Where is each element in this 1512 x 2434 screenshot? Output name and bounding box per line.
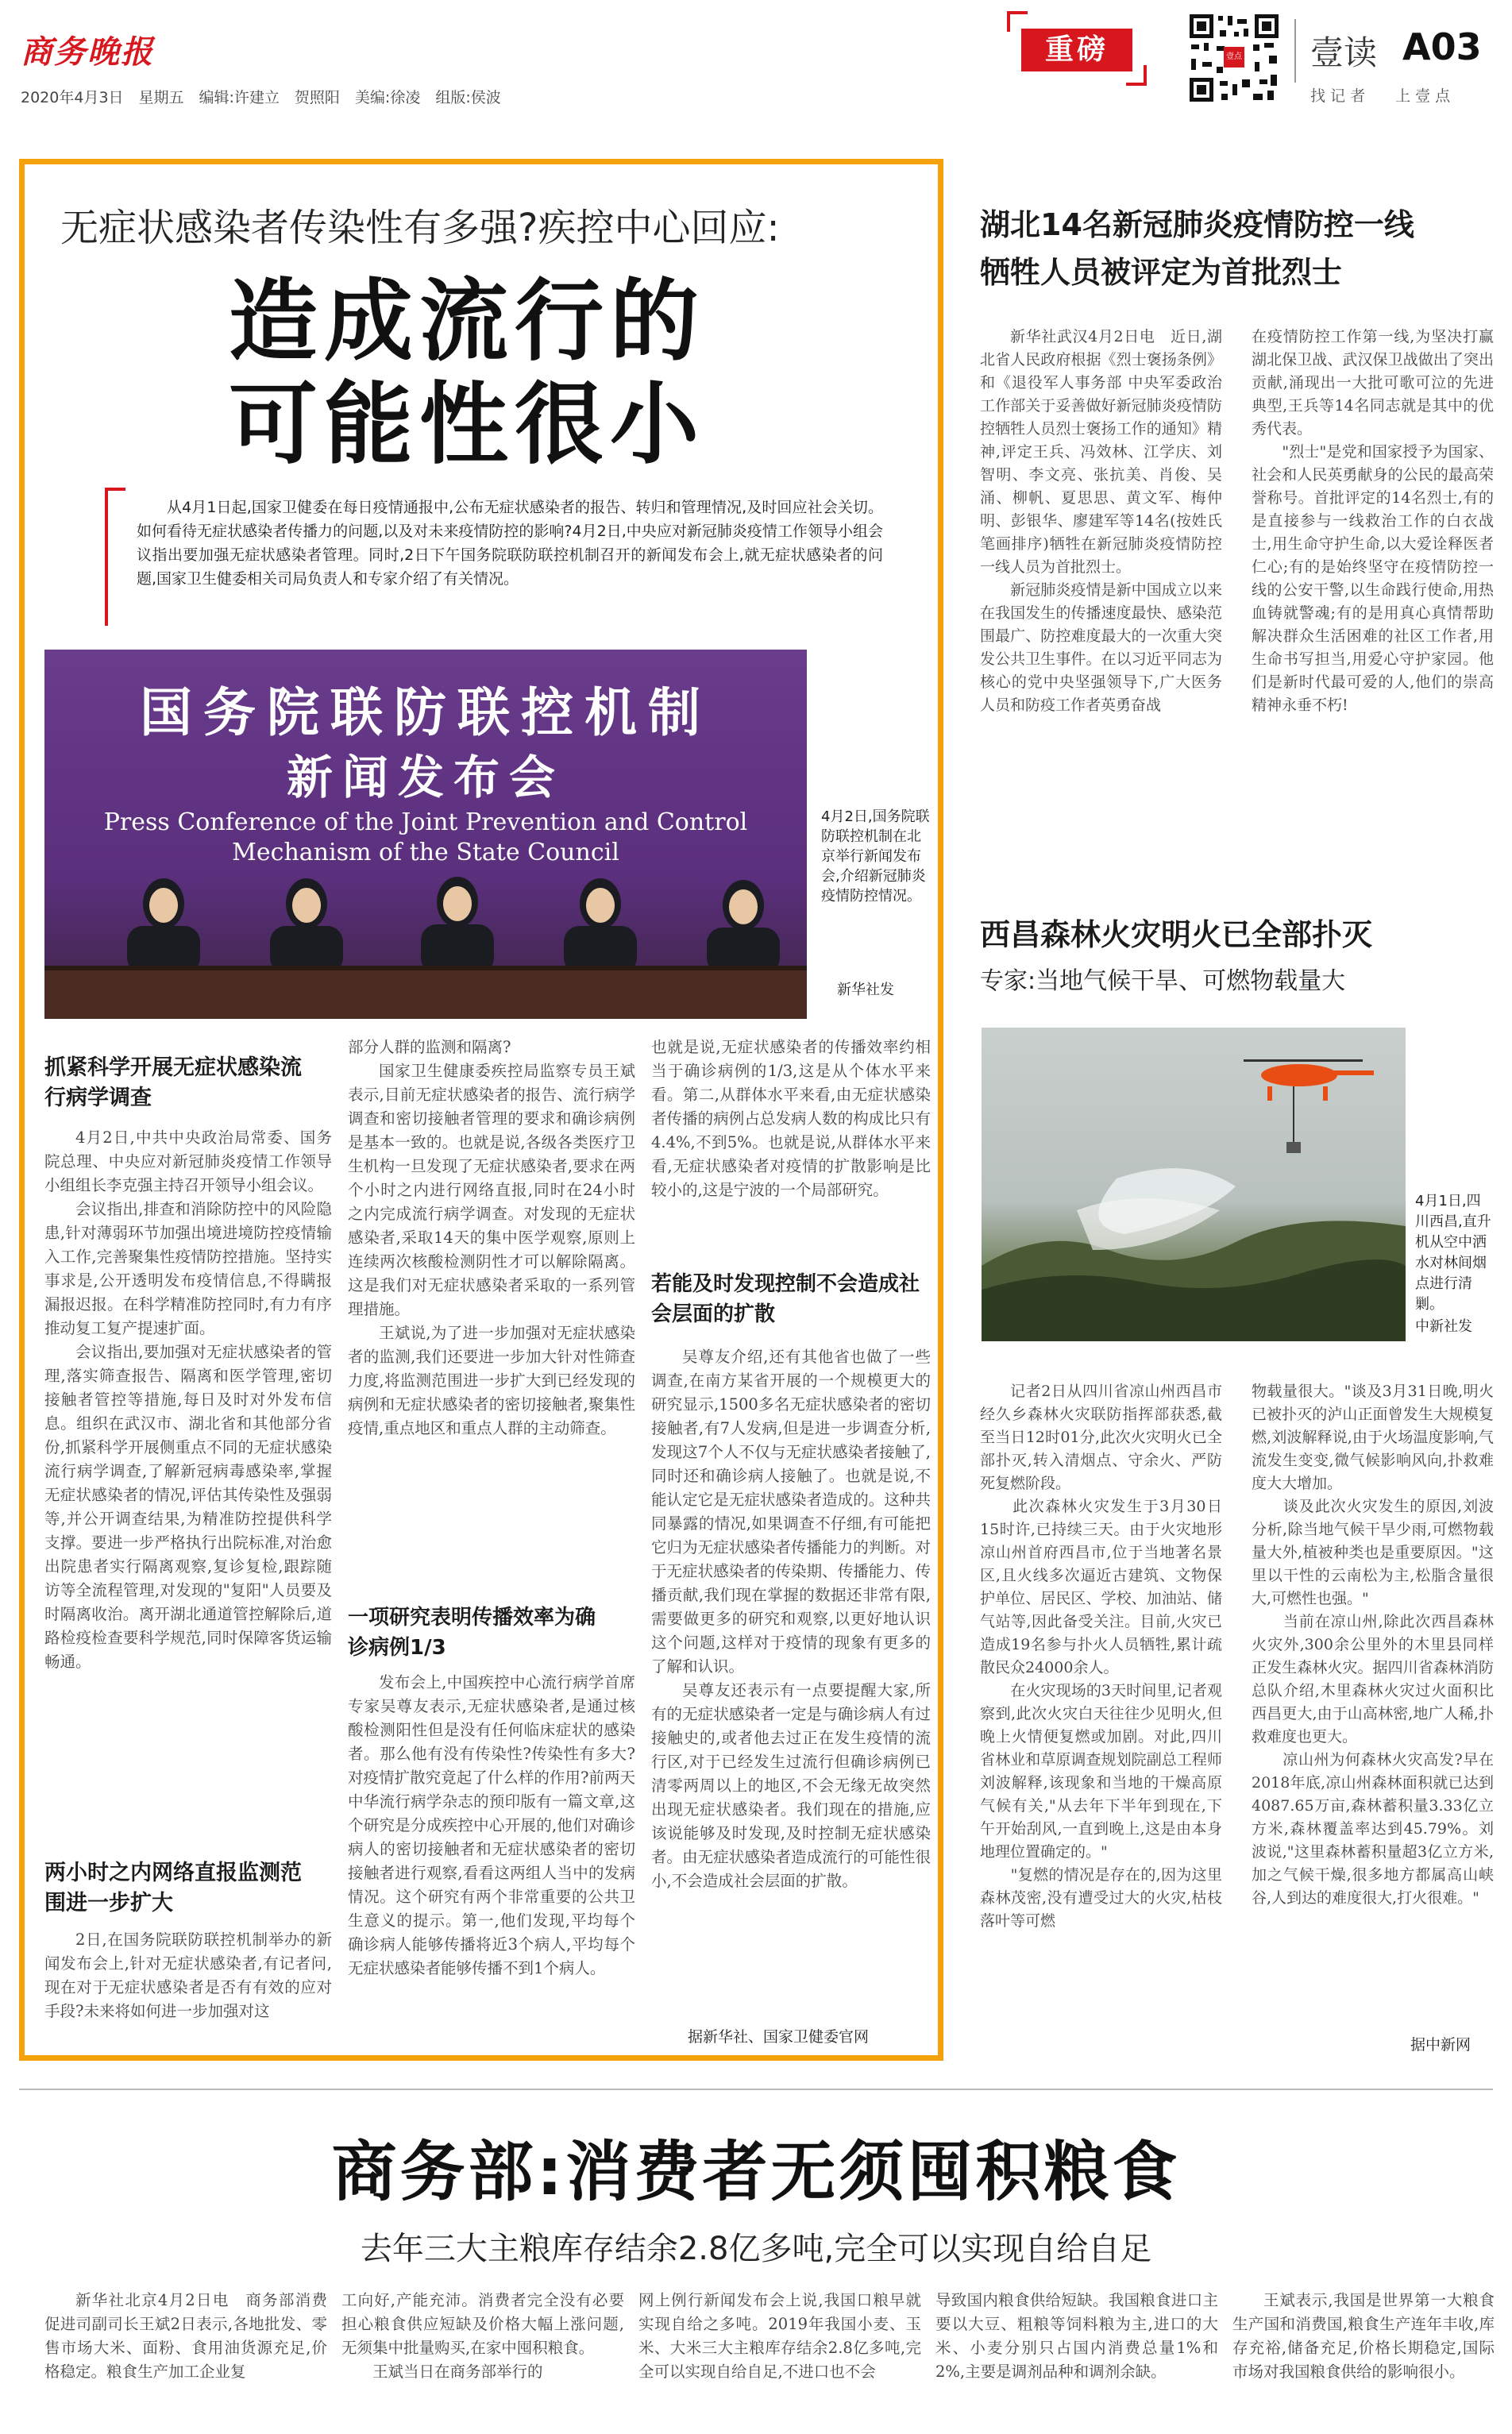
main-col3-sub: 若能及时发现控制不会造成社会层面的扩散 [651, 1272, 920, 1326]
banner-title-cn-line1: 国务院联防联控机制 [140, 682, 712, 743]
hubei-headline-line2: 牺牲人员被评定为首批烈士 [980, 255, 1343, 290]
grain-col2: 工向好,产能充沛。消费者完全没有必要担心粮食供应短缺及价格大幅上涨问题,无须集中批量购买,在家中囤积粮食。 王斌当日在商务部举行的 [341, 2291, 624, 2381]
grain-col3: 网上例行新闻发布会上说,我国口粮早就实现自给之多吨。2019年我国小麦、玉米、大米三大主粮库存结余2.8亿多吨,完全可以实现自给自足,不进口也不会 [638, 2291, 921, 2381]
main-col3-p1: 也就是说,无症状感染者的传播效率约相当于确诊病例的1/3,这是从个体水平来看。第二,从群体水平来看,由无症状感染者传播的病例占总发病人数的构成比只有4.4%,不到5%。也就是说,从群体水平来看,无症状感染者对疫情的扩散影响是比较小的,这是宁波的一个局部研究。 [651, 1038, 931, 1199]
main-col2-p4: 发布会上,中国疾控中心流行病学首席专家吴尊友表示,无症状感染者,是通过核酸检测阳性但是没有任何临床症状的感染者。那么他有没有传染性?传染性有多大?对疫情扩散究竟起了什么样的作用?前两天中华流行病学杂志的预印版有一篇文章,这个研究是分成疾控中心开展的,他们对确诊病人的密切接触者和无症状感染者的密切接触者进行观察,看看这两组人当中的发病情况。这个研究有两个非常重要的公共卫生意义的提示。第一,他们发现,平均每个确诊病人能够传播将近3个病人,平均每个无症状感染者能够传播不到1个病人。 [348, 1673, 635, 1977]
slogan: 找 记 者 上 壹 点 [1310, 87, 1451, 105]
main-col1-tail [44, 1928, 332, 2023]
main-col3-p3: 吴尊友还表示有一点要提醒大家,所有的无症状感染者一定是与确诊病人有过接触史的,或者他去过正在发生疫情的流行区,对于已经发生过流行但确诊病例已清零两周以上的地区,不会无缘无故突然出现无症状感染者。我们现在的措施,应该说能够及时发现,及时控制无症状感染者。由无症状感染者造成流行的可能性很小,不会造成社会层面的扩散。 [651, 1681, 931, 1890]
grain-top-rule [19, 2089, 1493, 2090]
grain-col5: 王斌表示,我国是世界第一大粮食生产国和消费国,粮食生产连年丰收,库存充裕,储备充足,价格长期稳定,国际市场对我国粮食供给的影响很小。 [1232, 2291, 1495, 2381]
fire-col1: 记者2日从四川省凉山州西昌市经久乡森林火灾联防指挥部获悉,截至当日12时01分,此次火灾明火已全部扑灭,转入清烟点、守余火、严防死复燃阶段。 此次森林火灾发生于3月30日15时许,已持续三天。由于火灾地形凉山州首府西昌市,位于当地著名景区,且火线多次逼近古建筑、文物保护单位、居民区、学校、加油站、储气站等,因此备受关注。目前,火灾已造成19名参与扑火人员牺牲,累计疏散民众24000余人。 在火灾现场的3天时间里,记者观察到,此次火灾白天往往少见明火,但晚上火情便复燃或加剧。对此,四川省林业和草原调查规划院副总工程师刘波解释,该现象和当地的干燥高原气候有关,"从去年下半年到现在,下午开始刮风,一直到晚上,这是由本身地理位置确定的。" "复燃的情况是存在的,因为这里森林茂密,没有遭受过大的火灾,枯枝落叶等可燃 [980, 1383, 1222, 1930]
date-line: 2020年4月3日 星期五 编辑:许建立 贺照阳 美编:徐凌 组版:侯波 [21, 89, 501, 106]
main-col2-p1: 部分人群的监测和隔离? [348, 1038, 511, 1056]
fire-photo-caption: 4月1日,四川西昌,直升机从空中洒水对林间烟点进行清剿。 [1415, 1193, 1491, 1313]
main-kicker: 无症状感染者传染性有多强?疾控中心回应: [60, 206, 780, 250]
masthead [0, 0, 1512, 106]
main-col1-p4: 2日,在国务院联防联控机制举办的新闻发布会上,针对无症状感染者,有记者问,现在对于无症状感染者是否有有效的应对手段?未来将如何进一步加强对这 [44, 1931, 332, 2020]
main-sub1: 抓紧科学开展无症状感染流行病学调查 [44, 1055, 302, 1110]
main-col3-p2: 吴尊友介绍,还有其他省也做了一些调查,在南方某省开展的一个规模更大的研究显示,1500多名无症状感染者的密切接触者,有7人发病,但是进一步调查分析,发现这7个人不仅与无症状感染者接触了,同时还和确诊病人接触了。也就是说,不能认定它是无症状感染者造成的。这种共同暴露的情况,如果调查不仔细,有可能把它归为无症状感染者传播能力的判断。对于无症状感染者的传染期、传播能力、传播贡献,我们现在掌握的数据还非常有限,需要做更多的研究和观察,以更好地认识这个问题,这样对于疫情的现象有更多的了解和认识。 [651, 1348, 931, 1676]
main-sub2: 两小时之内网络直报监测范围进一步扩大 [44, 1861, 302, 1915]
helicopter-photo [982, 1028, 1406, 1341]
qr-code[interactable] [1186, 11, 1282, 105]
main-lead: 从4月1日起,国家卫健委在每日疫情通报中,公布无症状感染者的报告、转归和管理情况,及时回应社会关切。如何看待无症状感染者传播力的问题,以及对未来疫情防控的影响?4月2日,中央应对新冠肺炎疫情工作领导小组会议指出要加强无症状感染者管理。同时,2日下午国务院联防联控机制召开的新闻发布会上,就无症状感染者的问题,国家卫生健委相关司局负责人和专家介绍了有关情况。 [137, 499, 883, 588]
banner-title-en-line2: Mechanism of the State Council [232, 839, 619, 866]
banner-title-cn-line2: 新闻发布会 [286, 750, 565, 804]
main-credit: 据新华社、国家卫健委官网 [688, 2028, 870, 2046]
qr-center-label: 壹点 [1226, 52, 1242, 61]
main-col1 [44, 1126, 332, 1674]
hubei-col1: 新华社武汉4月2日电 近日,湖北省人民政府根据《烈士褒扬条例》和《退役军人事务部 中央军委政治工作部关于妥善做好新冠肺炎疫情防控牺牲人员烈士褒扬工作的通知》精神,评定王兵、冯效林、江学庆、刘智明、李文亮、张抗美、肖俊、吴涌、柳帆、夏思思、黄文军、梅仲明、彭银华、廖建军等14名(按姓氏笔画排序)牺牲在新冠肺炎疫情防控一线人员为首批烈士。 新冠肺炎疫情是新中国成立以来在我国发生的传播速度最快、感染范围最广、防控难度最大的一次重大突发公共卫生事件。在以习近平同志为核心的党中央坚强领导下,广大医务人员和防疫工作者英勇奋战 [980, 328, 1222, 714]
section-tag-frame [1007, 11, 1147, 86]
grain-subhead: 去年三大主粮库存结余2.8亿多吨,完全可以实现自给自足 [360, 2231, 1152, 2267]
photo-credit: 新华社发 [837, 982, 894, 998]
masthead-divider [1294, 19, 1296, 83]
press-conference-photo [44, 650, 807, 1019]
paper-logo: 商务晚报 [21, 33, 154, 71]
grain-col1: 新华社北京4月2日电 商务部消费促进司副司长王斌2日表示,各地批发、零售市场大米、面粉、食用油货源充足,价格稳定。粮食生产加工企业复 [44, 2291, 327, 2381]
helicopter-illustration [982, 1028, 1406, 1341]
main-col2-tail [348, 1671, 635, 1981]
main-col1-p3: 会议指出,要加强对无症状感染者的管理,落实筛查报告、隔离和医学管理,密切接触者管控等措施,每日及时对外发布信息。组织在武汉市、湖北省和其他部分省份,抓紧科学开展侧重点不同的无症状感染流行病学调查,了解新冠病毒感染率,掌握无症状感染者的情况,评估其传染性及强弱等,并公开调查结果,为精准防控提供科学支撑。要进一步严格执行出院标准,对治愈出院患者实行隔离观察,复诊复检,跟踪随访等全流程管理,对发现的"复阳"人员要及时隔离收治。离开湖北通道管控解除后,道路检疫检查要科学规范,同时保障客货运输畅通。 [44, 1343, 332, 1671]
fire-col2: 物载量很大。"谈及3月31日晚,明火已被扑灭的泸山正面曾发生大规模复燃,刘波解释说,由于火场温度影响,气流发生变变,微气候影响风向,扑救难度大大增加。 谈及此次火灾发生的原因,刘波分析,除当地气候干旱少雨,可燃物载量大外,植被种类也是重要原因。"这里以干性的云南松为主,松脂含量很大,可燃性也强。" 当前在凉山州,除此次西昌森林火灾外,300余公里外的木里县同样正发生森林火灾。据四川省森林消防总队介绍,木里森林火灾过火面积比西昌更大,由于山高林密,地广人稀,扑救难度也更大。 凉山州为何森林火灾高发?早在2018年底,凉山州森林面积就已达到4087.65万亩,森林蓄积量3.33亿立方米,森林覆盖率达到45.79%。刘波说,"这里森林蓄积量超3亿立方米,加之气候干燥,很多地方都属高山峡谷,人到达的难度很大,打火很难。" [1252, 1383, 1494, 1907]
main-col1-p2: 会议指出,排查和消除防控中的风险隐患,针对薄弱环节加强出境进境防控疫情输入工作,完善聚集性疫情防控措施。坚持实事求是,公开透明发布疫情信息,不得瞒报漏报迟报。在科学精准防控同时,有力有序推动复工复产提速扩面。 [44, 1200, 332, 1337]
page-section: 壹读 [1310, 33, 1378, 72]
hubei-headline-line1: 湖北14名新冠肺炎疫情防控一线 [980, 207, 1414, 242]
main-col2-p2: 国家卫生健康委疾控局监察专员王斌表示,目前无症状感染者的报告、流行病学调查和密切接触者管理的要求和确诊病例是基本一致的。也就是说,各级各类医疗卫生机构一旦发现了无症状感染者,要求在两个小时之内进行网络直报,同时在24小时之内完成流行病学调查。对发现的无症状感染者,采取14天的集中医学观察,原则上连续两次核酸检测阴性才可以解除隔离。这是我们对无症状感染者采取的一系列管理措施。 [348, 1062, 635, 1318]
grain-headline: 商务部:消费者无须囤积粮食 [331, 2135, 1181, 2210]
fire-photo-credit: 中新社发 [1415, 1318, 1472, 1335]
section-tag: 重磅 [1021, 29, 1132, 71]
photo-caption: 4月2日,国务院联防联控机制在北京举行新闻发布会,介绍新冠肺炎疫情防控情况。 [821, 808, 930, 905]
main-headline-line1: 造成流行的 [229, 270, 705, 373]
main-col2-sub: 一项研究表明传播效率为确诊病例1/3 [348, 1606, 596, 1660]
banner-title-en-line1: Press Conference of the Joint Prevention and Control [103, 808, 748, 836]
main-col2-p3: 王斌说,为了进一步加强对无症状感染者的监测,我们还要进一步加大针对性筛查力度,将监测范围进一步扩大到已经发现的病例和无症状感染者的密切接触者,聚集性疫情,重点地区和重点人群的主动筛查。 [348, 1324, 635, 1437]
main-col1-p1: 4月2日,中共中央政治局常委、国务院总理、中央应对新冠肺炎疫情工作领导小组组长李克强主持召开领导小组会议。 [44, 1128, 332, 1194]
grain-col4: 导致国内粮食供给短缺。我国粮食进口主要以大豆、粗粮等饲料粮为主,进口的大米、小麦分别只占国内消费总量1%和2%,主要是调剂品种和调剂余缺。 [935, 2291, 1218, 2381]
main-headline-line2: 可能性很小 [229, 373, 705, 476]
hubei-col2: 在疫情防控工作第一线,为坚决打赢湖北保卫战、武汉保卫战做出了突出贡献,涌现出一大批可歌可泣的先进典型,王兵等14名同志就是其中的优秀代表。 "烈士"是党和国家授予为国家、社会和人民英勇献身的公民的最高荣誉称号。首批评定的14名烈士,有的是直接参与一线救治工作的白衣战士,用生命守护生命,以大爱诠释医者仁心;有的是始终坚守在疫情防控一线的公安干警,以生命践行使命,用热血铸就警魂;有的是用真心真情帮助解决群众生活困难的社区工作者,用生命书写担当,用爱心守护家园。他们是新时代最可爱的人,他们的崇高精神永垂不朽! [1252, 328, 1494, 714]
main-col3-tail [651, 1345, 931, 1893]
main-col2 [348, 1036, 635, 1441]
lead-bracket [105, 488, 125, 626]
fire-headline: 西昌森林火灾明火已全部扑灭 [980, 917, 1373, 952]
speakers-illustration [44, 650, 807, 1019]
fire-subhead: 专家:当地气候干旱、可燃物载量大 [980, 967, 1346, 995]
page-number: A03 [1402, 25, 1482, 68]
main-col3 [651, 1036, 931, 1202]
fire-credit: 据中新网 [1410, 2036, 1472, 2054]
